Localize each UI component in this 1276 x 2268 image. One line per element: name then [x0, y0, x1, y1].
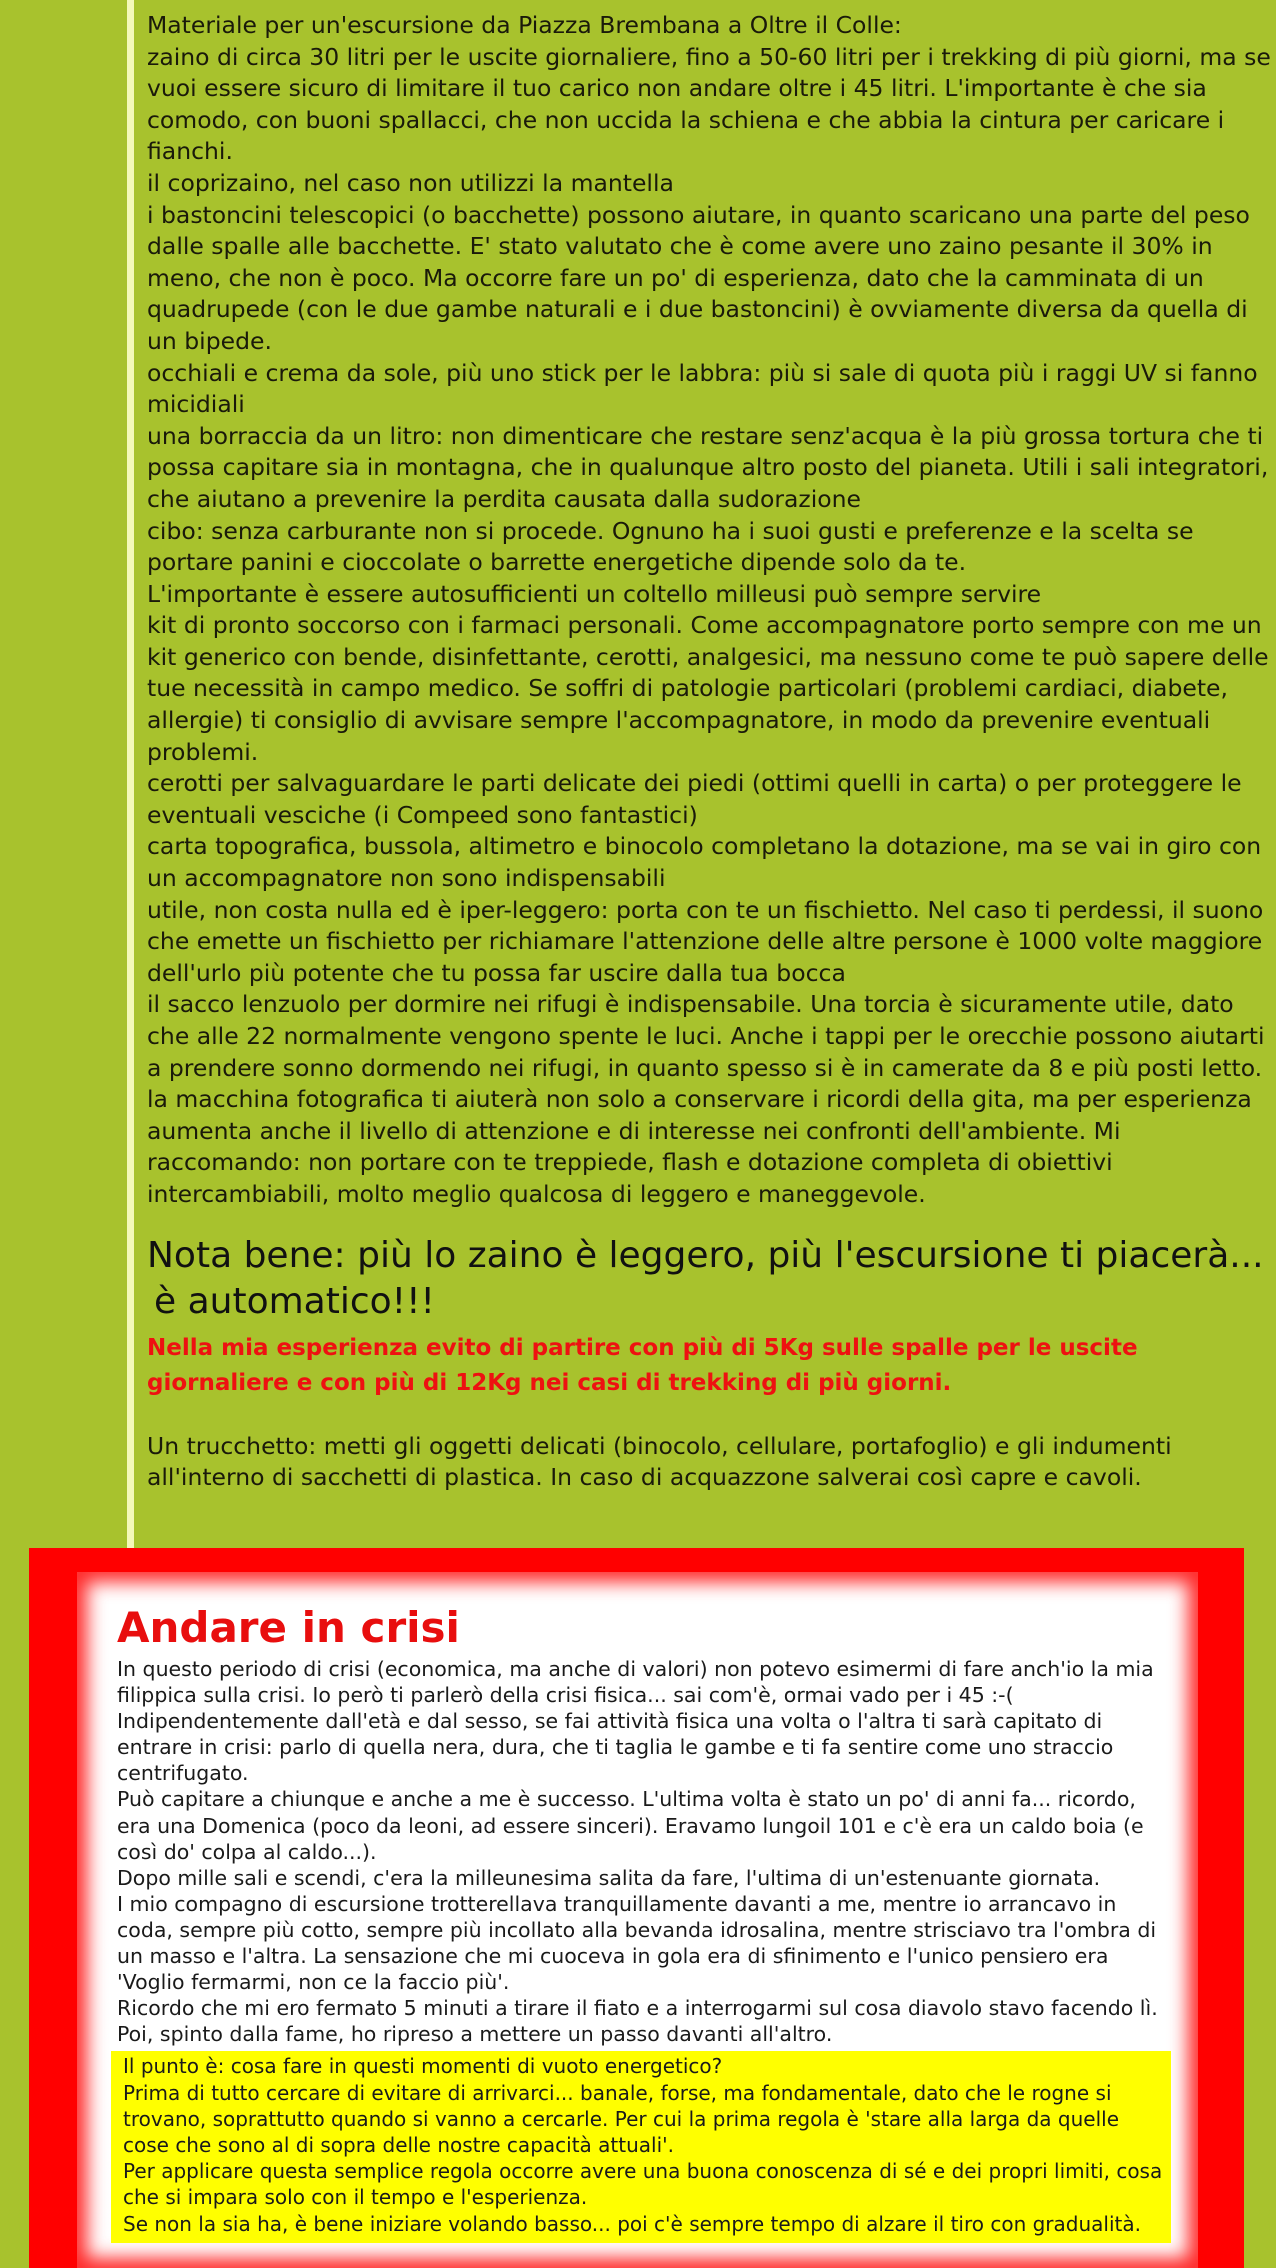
item-map: carta topografica, bussola, altimetro e binocolo completano la dotazione, ma se vai in giro con un accompagnatore non sono indispensabili [147, 832, 1262, 893]
crisis-paragraph: Indipendentemente dall'età e dal sesso, se fai attività fisica una volta o l'altra ti sarà capitato di entrare in crisi: parlo di quella nera, dura, che ti taglia le gambe e ti fa sentire come uno straccio centrifugato. [117, 1709, 1114, 1786]
item-rain-cover: il coprizaino, nel caso non utilizzi la mantella [147, 168, 674, 197]
packing-tip: Un trucchetto: metti gli oggetti delicati (binocolo, cellulare, portafoglio) e gli indumenti all'interno di sacchetti di plastica. In caso di acquazzone salverai così capre e cavoli. [147, 1431, 1172, 1492]
item-whistle: utile, non costa nulla ed è iper-leggero: porta con te un fischietto. Nel caso ti perdessi, il suono che emette un fischietto per richiamare l'attenzione delle altre persone è 1000 volte maggiore dell'urlo più potente che tu possa far uscire dalla tua bocca [147, 895, 1264, 987]
highlight-line: Se non la sia ha, è bene iniziare volando basso... poi c'è sempre tempo di alzare il tiro con gradualità. [123, 2211, 1141, 2236]
item-first-aid: kit di pronto soccorso con i farmaci personali. Come accompagnatore porto sempre con me un kit generico con bende, disinfettante, cerotti, analgesici, ma nessuno come te può sapere delle tue necessità in campo medico. Se soffri di patologie particolari (problemi cardiaci, diabete, allergie) ti consiglio di avvisare sempre l'accompagnatore, in modo da prevenire eventuali problemi. [147, 611, 1269, 766]
crisis-paragraph: Ricordo che mi ero fermato 5 minuti a tirare il fiato e a interrogarmi sul cosa diavolo stavo facendo lì. Poi, spinto dalla fame, ho ripreso a mettere un passo davanti all'altro. [117, 1996, 1158, 2047]
equipment-article [147, 10, 1272, 1494]
item-trekking-poles: i bastoncini telescopici (o bacchette) possono aiutare, in quanto scaricano una parte del peso dalle spalle alle bacchette. E' stato valutato che è come avere uno zaino pesante il 30% in meno, che non è poco. Ma occorre fare un po' di esperienza, dato che la camminata di un quadrupede (con le due gambe naturali e i due bastoncini) è ovviamente diversa da quella di un bipede. [147, 200, 1250, 355]
highlight-line: Prima di tutto cercare di evitare di arrivarci... banale, forse, ma fondamentale, dato che le rogne si trovano, soprattutto quando si vanno a cercarle. Per cui la prima regola è 'stare alla larga da quelle cose che sono al di sopra delle nostre capacità attuali'. [123, 2080, 1120, 2158]
item-food: cibo: senza carburante non si procede. Ognuno ha i suoi gusti e preferenze e la scelta se portare panini e cioccolate o barrette energetiche dipende solo da te. [147, 516, 1194, 577]
crisis-section-frame [29, 1548, 1244, 2268]
item-knife: L'importante è essere autosufficienti un coltello milleusi può sempre servire [147, 579, 1042, 608]
crisis-title: Andare in crisi [117, 1603, 460, 1652]
highlight-box [111, 2051, 1171, 2242]
item-sleeping-bag: il sacco lenzuolo per dormire nei rifugi è indispensabile. Una torcia è sicuramente utile, dato che alle 22 normalmente vengono spente le luci. Anche i tappi per le orecchie possono aiutarti a prendere sonno dormendo nei rifugi, in quanto spesso si è in camerate da 8 e più posti letto. [147, 990, 1265, 1082]
intro-heading: Materiale per un'escursione da Piazza Brembana a Oltre il Colle: [147, 11, 902, 39]
item-sunglasses: occhiali e crema da sole, più uno stick per le labbra: più si sale di quota più i raggi UV si fanno micidiali [147, 358, 1258, 419]
left-border-rule [127, 0, 134, 1548]
crisis-paragraph: In questo periodo di crisi (economica, ma anche di valori) non potevo esimermi di fare anch'io la mia filippica sulla crisi. Io però ti parlerò della crisi fisica... sai com'è, ormai vado per i 45 :-( [117, 1657, 1154, 1708]
note-line-2: è automatico!!! [154, 1280, 435, 1322]
note-heading [147, 1233, 1272, 1325]
crisis-paragraph: Può capitare a chiunque e anche a me è successo. L'ultima volta è stato un po' di anni fa... ricordo, era una Domenica (poco da leoni, ad essere sinceri). Eravamo lungoil 101 e c'è era un caldo boia (e così do' colpa al caldo...). [117, 1787, 1144, 1864]
crisis-section-content [117, 1602, 1165, 2243]
weight-warning: Nella mia esperienza evito di partire con più di 5Kg sulle spalle per le uscite giornaliere e con più di 12Kg nei casi di trekking di più giorni. [147, 1334, 1138, 1396]
highlight-line: Il punto è: cosa fare in questi momenti di vuoto energetico? [123, 2054, 723, 2079]
crisis-section-panel [77, 1572, 1198, 2268]
item-camera: la macchina fotografica ti aiuterà non solo a conservare i ricordi della gita, ma per esperienza aumenta anche il livello di attenzione e di interesse nei confronti dell'ambiente. Mi raccomando: non portare con te treppiede, flash e dotazione completa di obiettivi intercambiabili, molto meglio qualcosa di leggero e maneggevole. [147, 1085, 1252, 1208]
item-plasters: cerotti per salvaguardare le parti delicate dei piedi (ottimi quelli in carta) o per proteggere le eventuali vesciche (i Compeed sono fantastici) [147, 769, 1242, 829]
highlight-line: Per applicare questa semplice regola occorre avere una buona conoscenza di sé e dei propri limiti, cosa che si impara solo con il tempo e l'esperienza. [123, 2159, 1163, 2210]
item-backpack: zaino di circa 30 litri per le uscite giornaliere, fino a 50-60 litri per i trekking di più giorni, ma se vuoi essere sicuro di limitare il tuo carico non andare oltre i 45 litri. L'importante è che sia comodo, con buoni spallacci, che non uccida la schiena e che abbia la cintura per caricare i fianchi. [147, 42, 1271, 166]
item-water-bottle: una borraccia da un litro: non dimenticare che restare senz'acqua è la più grossa tortura che ti possa capitare sia in montagna, che in qualunque altro posto del pianeta. Utili i sali integratori, che aiutano a prevenire la perdita causata dalla sudorazione [147, 421, 1269, 513]
note-line-1: Nota bene: più lo zaino è leggero, più l'escursione ti piacerà... [147, 1234, 1264, 1276]
crisis-paragraph: Dopo mille sali e scendi, c'era la milleunesima salita da fare, l'ultima di un'estenuante giornata. [117, 1865, 1101, 1890]
crisis-paragraph: I mio compagno di escursione trotterellava tranquillamente davanti a me, mentre io arrancavo in coda, sempre più cotto, sempre più incollato alla bevanda idrosalina, mentre strisciavo tra l'ombra di un masso e l'altra. La sensazione che mi cuoceva in gola era di sfinimento e l'unico pensiero era 'Voglio fermarmi, non ce la faccio più'. [117, 1891, 1157, 1995]
